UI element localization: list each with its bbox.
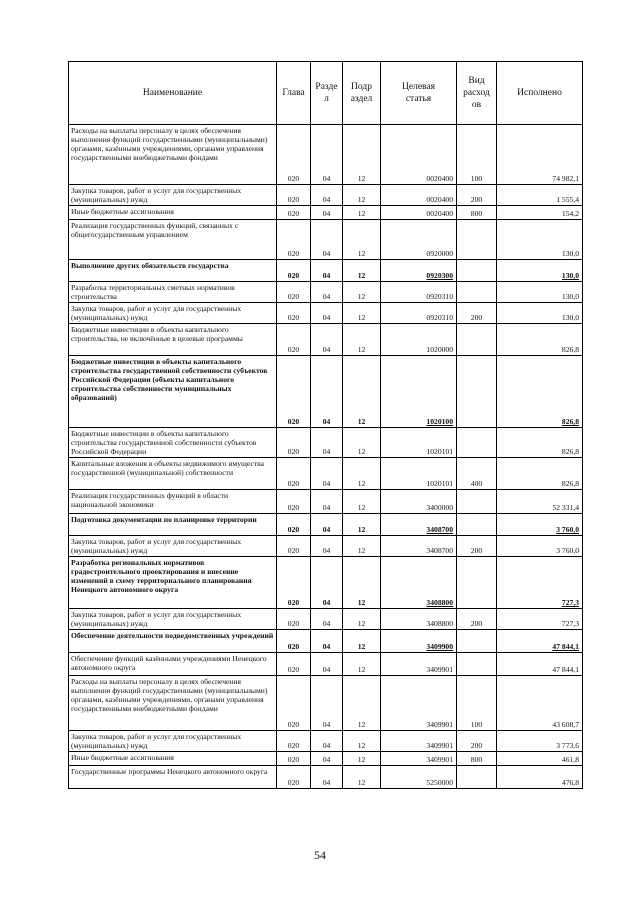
row-glava: 020 xyxy=(277,260,311,282)
row-done: 826,8 xyxy=(497,458,583,490)
row-target: 3408700 xyxy=(381,514,457,536)
row-vid xyxy=(457,630,497,653)
row-glava: 020 xyxy=(277,752,311,766)
table-row xyxy=(69,220,583,260)
col-header-name: Наименование xyxy=(69,62,277,125)
table-row xyxy=(69,766,583,789)
row-name: Бюджетные инвестиции в объекты капитального строительства государственной собственности субъектов Российской Федерации (объекты капитального строительства собственности муниципальных образований) xyxy=(69,356,277,428)
row-vid: 200 xyxy=(457,536,497,557)
row-target: 3409900 xyxy=(381,630,457,653)
row-done: 826,8 xyxy=(497,428,583,458)
col-header-razdel: Разде л xyxy=(311,62,343,125)
row-done: 3 760,0 xyxy=(497,536,583,557)
row-target: 0920310 xyxy=(381,303,457,324)
row-razdel: 04 xyxy=(311,458,343,490)
row-name: Расходы на выплаты персоналу в целях обеспечения выполнения функций государственными (муниципальными) органами, казёнными учреждениями, органами управления государственными внебюджетными фондами xyxy=(69,676,277,731)
row-name: Реализация государственных функций в области национальной экономики xyxy=(69,490,277,514)
row-vid: 800 xyxy=(457,206,497,220)
row-name: Выполнение других обязательств государства xyxy=(69,260,277,282)
row-podrazdel: 12 xyxy=(343,490,381,514)
row-name: Закупка товаров, работ и услуг для государственных (муниципальных) нужд xyxy=(69,731,277,752)
row-razdel: 04 xyxy=(311,609,343,630)
row-podrazdel: 12 xyxy=(343,536,381,557)
row-glava: 020 xyxy=(277,282,311,303)
row-glava: 020 xyxy=(277,125,311,185)
row-razdel: 04 xyxy=(311,536,343,557)
row-podrazdel: 12 xyxy=(343,766,381,789)
row-done: 130,0 xyxy=(497,303,583,324)
row-name: Реализация государственных функций, связанных с общегосударственным управлением xyxy=(69,220,277,260)
table-row xyxy=(69,514,583,536)
row-name: Расходы на выплаты персоналу в целях обеспечения выполнения функций государственными (муниципальными) органами, казёнными учреждениями, органами управления государственными внебюджетными фондами xyxy=(69,125,277,185)
row-done: 154,2 xyxy=(497,206,583,220)
table-row xyxy=(69,609,583,630)
row-glava: 020 xyxy=(277,490,311,514)
row-glava: 020 xyxy=(277,324,311,356)
row-vid: 100 xyxy=(457,125,497,185)
row-podrazdel: 12 xyxy=(343,282,381,303)
table-row xyxy=(69,536,583,557)
row-vid: 200 xyxy=(457,185,497,206)
row-razdel: 04 xyxy=(311,676,343,731)
row-vid xyxy=(457,653,497,676)
row-done: 727,3 xyxy=(497,609,583,630)
row-target: 1020101 xyxy=(381,458,457,490)
table-row xyxy=(69,676,583,731)
table-row xyxy=(69,731,583,752)
row-podrazdel: 12 xyxy=(343,260,381,282)
row-done: 3 760,0 xyxy=(497,514,583,536)
row-podrazdel: 12 xyxy=(343,609,381,630)
row-glava: 020 xyxy=(277,731,311,752)
row-name: Государственные программы Ненецкого автономного округа xyxy=(69,766,277,789)
row-target: 3409901 xyxy=(381,731,457,752)
row-target: 3408800 xyxy=(381,609,457,630)
row-vid xyxy=(457,356,497,428)
row-done: 826,8 xyxy=(497,356,583,428)
row-podrazdel: 12 xyxy=(343,630,381,653)
col-header-glava: Глава xyxy=(277,62,311,125)
row-target: 0920300 xyxy=(381,260,457,282)
row-target: 3400000 xyxy=(381,490,457,514)
row-target: 0920310 xyxy=(381,282,457,303)
row-podrazdel: 12 xyxy=(343,514,381,536)
row-done: 461,8 xyxy=(497,752,583,766)
row-razdel: 04 xyxy=(311,752,343,766)
row-vid: 200 xyxy=(457,303,497,324)
row-name: Бюджетные инвестиции в объекты капитального строительства, не включённые в целевые программы xyxy=(69,324,277,356)
row-vid xyxy=(457,514,497,536)
row-done: 3 773,6 xyxy=(497,731,583,752)
col-header-done: Исполнено xyxy=(497,62,583,125)
row-razdel: 04 xyxy=(311,125,343,185)
row-razdel: 04 xyxy=(311,260,343,282)
row-vid xyxy=(457,260,497,282)
table-row xyxy=(69,356,583,428)
row-vid xyxy=(457,220,497,260)
table-row xyxy=(69,282,583,303)
row-glava: 020 xyxy=(277,514,311,536)
row-razdel: 04 xyxy=(311,514,343,536)
row-vid: 400 xyxy=(457,458,497,490)
row-glava: 020 xyxy=(277,557,311,609)
table-row xyxy=(69,260,583,282)
table-row xyxy=(69,185,583,206)
table-row xyxy=(69,206,583,220)
row-name: Обеспечение деятельности подведомственных учреждений xyxy=(69,630,277,653)
row-target: 3409901 xyxy=(381,653,457,676)
row-vid xyxy=(457,557,497,609)
row-razdel: 04 xyxy=(311,220,343,260)
row-podrazdel: 12 xyxy=(343,557,381,609)
row-name: Капитальные вложения в объекты недвижимого имущества государственной (муниципальной) собственности xyxy=(69,458,277,490)
row-name: Подготовка документации по планировке территории xyxy=(69,514,277,536)
table-row xyxy=(69,752,583,766)
row-podrazdel: 12 xyxy=(343,458,381,490)
table-row xyxy=(69,125,583,185)
row-done: 52 331,4 xyxy=(497,490,583,514)
row-razdel: 04 xyxy=(311,557,343,609)
row-vid: 800 xyxy=(457,752,497,766)
row-razdel: 04 xyxy=(311,490,343,514)
row-name: Бюджетные инвестиции в объекты капитального строительства государственной собственности субъектов Российской Федерации xyxy=(69,428,277,458)
row-podrazdel: 12 xyxy=(343,653,381,676)
row-target: 3408800 xyxy=(381,557,457,609)
row-done: 130,0 xyxy=(497,220,583,260)
row-razdel: 04 xyxy=(311,428,343,458)
row-podrazdel: 12 xyxy=(343,428,381,458)
row-vid xyxy=(457,282,497,303)
table-row xyxy=(69,630,583,653)
row-podrazdel: 12 xyxy=(343,356,381,428)
row-podrazdel: 12 xyxy=(343,220,381,260)
table-row xyxy=(69,324,583,356)
table-row xyxy=(69,557,583,609)
row-glava: 020 xyxy=(277,428,311,458)
row-done: 47 844,1 xyxy=(497,630,583,653)
row-glava: 020 xyxy=(277,609,311,630)
table-row xyxy=(69,428,583,458)
row-done: 1 555,4 xyxy=(497,185,583,206)
row-name: Закупка товаров, работ и услуг для государственных (муниципальных) нужд xyxy=(69,609,277,630)
budget-table xyxy=(68,61,583,789)
row-name: Закупка товаров, работ и услуг для государственных (муниципальных) нужд xyxy=(69,303,277,324)
row-vid xyxy=(457,766,497,789)
row-podrazdel: 12 xyxy=(343,324,381,356)
row-glava: 020 xyxy=(277,630,311,653)
row-name: Обеспечение функций казёнными учреждениями Ненецкого автономного округа xyxy=(69,653,277,676)
row-name: Иные бюджетные ассигнования xyxy=(69,206,277,220)
row-vid: 200 xyxy=(457,731,497,752)
col-header-podrazdel: Подр аздел xyxy=(343,62,381,125)
row-target: 5250000 xyxy=(381,766,457,789)
row-podrazdel: 12 xyxy=(343,303,381,324)
row-done: 130,0 xyxy=(497,260,583,282)
col-header-target: Целевая статья xyxy=(381,62,457,125)
row-glava: 020 xyxy=(277,458,311,490)
row-glava: 020 xyxy=(277,653,311,676)
row-razdel: 04 xyxy=(311,303,343,324)
row-target: 3409901 xyxy=(381,752,457,766)
row-target: 1020000 xyxy=(381,324,457,356)
table-row xyxy=(69,458,583,490)
row-glava: 020 xyxy=(277,220,311,260)
row-target: 3409901 xyxy=(381,676,457,731)
row-podrazdel: 12 xyxy=(343,752,381,766)
row-glava: 020 xyxy=(277,356,311,428)
row-name: Разработка территориальных сметных нормативов строительства xyxy=(69,282,277,303)
row-done: 727,3 xyxy=(497,557,583,609)
row-vid: 100 xyxy=(457,676,497,731)
row-podrazdel: 12 xyxy=(343,206,381,220)
table-row xyxy=(69,490,583,514)
row-target: 0020400 xyxy=(381,185,457,206)
row-razdel: 04 xyxy=(311,282,343,303)
row-razdel: 04 xyxy=(311,653,343,676)
col-header-vid: Вид расход ов xyxy=(457,62,497,125)
row-target: 3408700 xyxy=(381,536,457,557)
row-vid: 200 xyxy=(457,609,497,630)
row-name: Иные бюджетные ассигнования xyxy=(69,752,277,766)
row-done: 74 982,1 xyxy=(497,125,583,185)
row-vid xyxy=(457,324,497,356)
row-target: 0920000 xyxy=(381,220,457,260)
table-header-row xyxy=(69,62,583,125)
row-glava: 020 xyxy=(277,185,311,206)
row-razdel: 04 xyxy=(311,324,343,356)
row-razdel: 04 xyxy=(311,206,343,220)
row-razdel: 04 xyxy=(311,356,343,428)
row-podrazdel: 12 xyxy=(343,125,381,185)
row-razdel: 04 xyxy=(311,630,343,653)
row-name: Закупка товаров, работ и услуг для государственных (муниципальных) нужд xyxy=(69,536,277,557)
row-podrazdel: 12 xyxy=(343,731,381,752)
row-name: Закупка товаров, работ и услуг для государственных (муниципальных) нужд xyxy=(69,185,277,206)
row-done: 826,8 xyxy=(497,324,583,356)
row-target: 0020400 xyxy=(381,206,457,220)
page-number: 54 xyxy=(314,848,326,862)
table-row xyxy=(69,653,583,676)
row-target: 0020400 xyxy=(381,125,457,185)
row-glava: 020 xyxy=(277,676,311,731)
row-razdel: 04 xyxy=(311,185,343,206)
row-name: Разработка региональных нормативов градостроительного проектирования и внесение изменений в схему территориального планирования Ненецкого автономного округа xyxy=(69,557,277,609)
row-vid xyxy=(457,428,497,458)
row-done: 47 844,1 xyxy=(497,653,583,676)
row-podrazdel: 12 xyxy=(343,676,381,731)
row-glava: 020 xyxy=(277,206,311,220)
row-target: 1020100 xyxy=(381,356,457,428)
row-razdel: 04 xyxy=(311,731,343,752)
table-row xyxy=(69,303,583,324)
row-razdel: 04 xyxy=(311,766,343,789)
row-podrazdel: 12 xyxy=(343,185,381,206)
row-done: 43 608,7 xyxy=(497,676,583,731)
row-done: 476,8 xyxy=(497,766,583,789)
row-glava: 020 xyxy=(277,303,311,324)
row-vid xyxy=(457,490,497,514)
row-glava: 020 xyxy=(277,536,311,557)
row-done: 130,0 xyxy=(497,282,583,303)
row-glava: 020 xyxy=(277,766,311,789)
row-target: 1020101 xyxy=(381,428,457,458)
